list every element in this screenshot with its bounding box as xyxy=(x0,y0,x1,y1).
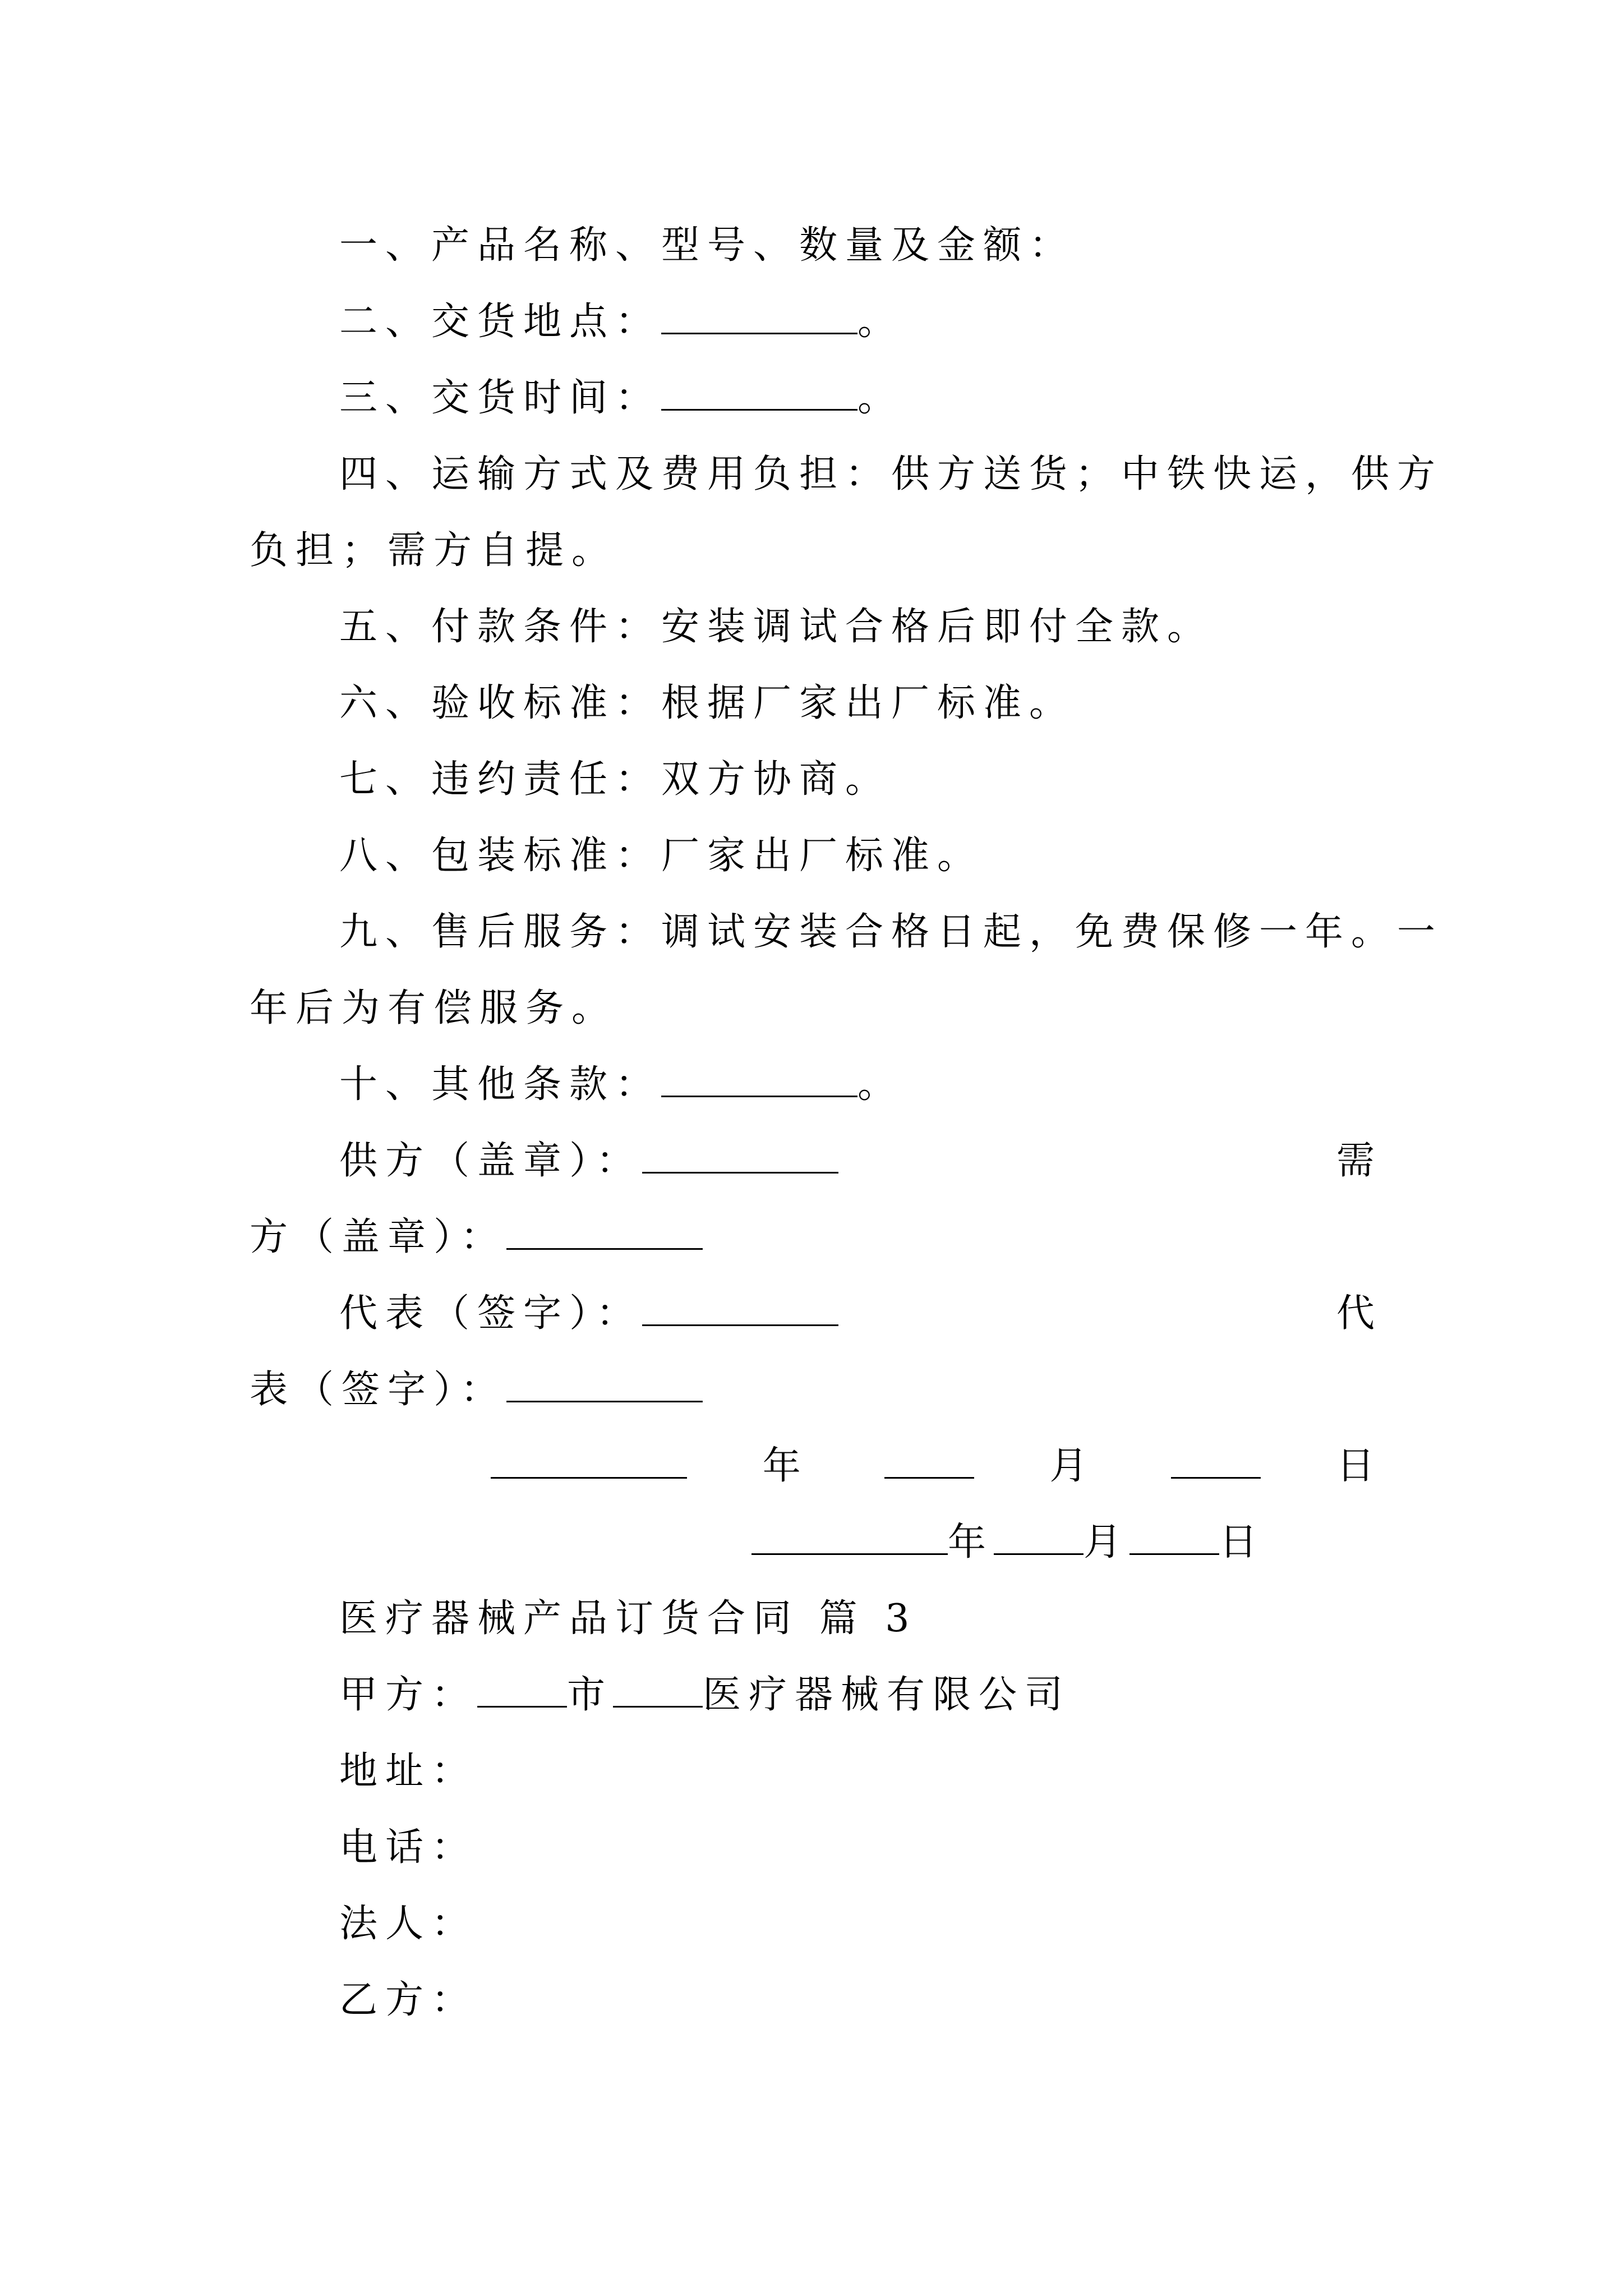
clause-1-text: 一、产品名称、型号、数量及金额： xyxy=(339,223,1076,268)
supplier-seal-line xyxy=(250,1123,1382,1199)
clause-9-line-1 xyxy=(250,894,1444,970)
date1-day: 日 xyxy=(1336,1444,1382,1488)
date2-year-blank xyxy=(751,1522,948,1555)
clause-10 xyxy=(250,1047,1382,1123)
clause-4-text-b: 负担；需方自提。 xyxy=(250,528,618,573)
clause-10-label: 十、其他条款： xyxy=(339,1062,662,1107)
contract-title-text: 医疗器械产品订货合同 篇 3 xyxy=(339,1596,917,1641)
buyer-seal-label: 方（盖章）： xyxy=(250,1215,507,1259)
party-a-city: 市 xyxy=(567,1673,614,1717)
date2-month: 月 xyxy=(1083,1520,1130,1565)
buyer-seal-blank xyxy=(506,1217,703,1250)
rep-sign-label-2: 表（签字）： xyxy=(250,1368,507,1412)
supplier-seal-label: 供方（盖章）： xyxy=(339,1139,643,1183)
clause-3-label: 三、交货时间： xyxy=(339,376,662,420)
clause-2 xyxy=(250,284,1382,360)
clause-4-line-2 xyxy=(250,513,1382,589)
clause-6 xyxy=(250,665,1382,742)
clause-2-end: 。 xyxy=(857,300,904,344)
clause-8-text: 八、包装标准：厂家出厂标准。 xyxy=(339,834,984,878)
party-a-company: 医疗器械有限公司 xyxy=(703,1673,1071,1717)
delivery-place-blank xyxy=(661,301,857,334)
clause-9-line-2 xyxy=(250,970,1382,1047)
date1-year: 年 xyxy=(762,1444,809,1488)
legal-rep-label: 法人： xyxy=(339,1902,478,1946)
clause-10-end: 。 xyxy=(857,1062,904,1107)
buyer-wrap-char: 需 xyxy=(1336,1139,1382,1183)
date1-year-blank xyxy=(491,1446,687,1479)
clause-9-text-a: 九、售后服务：调试安装合格日起，免费保修一年。一 xyxy=(339,910,1444,954)
party-b-line xyxy=(250,1962,1382,2039)
clause-7-text: 七、违约责任：双方协商。 xyxy=(339,757,892,802)
rep-wrap-char: 代 xyxy=(1336,1291,1382,1336)
rep-sign-label-1: 代表（签字）： xyxy=(339,1291,643,1336)
rep-sign-blank-1 xyxy=(642,1293,838,1326)
address-line xyxy=(250,1733,1382,1810)
clause-6-text: 六、验收标准：根据厂家出厂标准。 xyxy=(339,681,1076,725)
clause-5 xyxy=(250,589,1382,665)
phone-line xyxy=(250,1810,1382,1886)
other-terms-blank xyxy=(661,1064,857,1097)
delivery-time-blank xyxy=(661,378,857,411)
date1-month: 月 xyxy=(1049,1444,1096,1488)
date-line-2 xyxy=(250,1504,1382,1581)
party-a-label: 甲方： xyxy=(339,1673,478,1717)
clause-1 xyxy=(250,208,1382,284)
clause-4-line-1 xyxy=(250,436,1444,513)
date2-day: 日 xyxy=(1219,1520,1266,1565)
rep-sign-blank-2 xyxy=(506,1369,703,1402)
clause-4-text-a: 四、运输方式及费用负担：供方送货；中铁快运，供方 xyxy=(339,452,1444,496)
party-a-line xyxy=(250,1657,1382,1733)
supplier-seal-blank xyxy=(642,1140,838,1174)
clause-5-text: 五、付款条件：安装调试合格后即付全款。 xyxy=(339,605,1214,649)
date1-day-blank xyxy=(1171,1446,1261,1479)
date2-month-blank xyxy=(994,1522,1083,1555)
party-a-city-blank xyxy=(477,1674,567,1708)
legal-rep-line xyxy=(250,1886,1382,1962)
date-line-1 xyxy=(250,1428,1382,1504)
clause-2-label: 二、交货地点： xyxy=(339,300,662,344)
rep-sign-line-1 xyxy=(250,1276,1382,1352)
rep-sign-line-2 xyxy=(250,1352,1382,1428)
buyer-seal-line xyxy=(250,1199,1382,1276)
party-a-name-blank xyxy=(613,1674,703,1708)
clause-3-end: 。 xyxy=(857,376,904,420)
phone-label: 电话： xyxy=(339,1825,478,1870)
address-label: 地址： xyxy=(339,1749,478,1793)
contract-title xyxy=(250,1581,1382,1657)
date2-day-blank xyxy=(1129,1522,1219,1555)
clause-7 xyxy=(250,742,1382,818)
date2-year: 年 xyxy=(948,1520,994,1565)
clause-3 xyxy=(250,360,1382,436)
party-b-label: 乙方： xyxy=(339,1978,478,2022)
date1-month-blank xyxy=(884,1446,974,1479)
clause-9-text-b: 年后为有偿服务。 xyxy=(250,986,618,1030)
clause-8 xyxy=(250,818,1382,894)
